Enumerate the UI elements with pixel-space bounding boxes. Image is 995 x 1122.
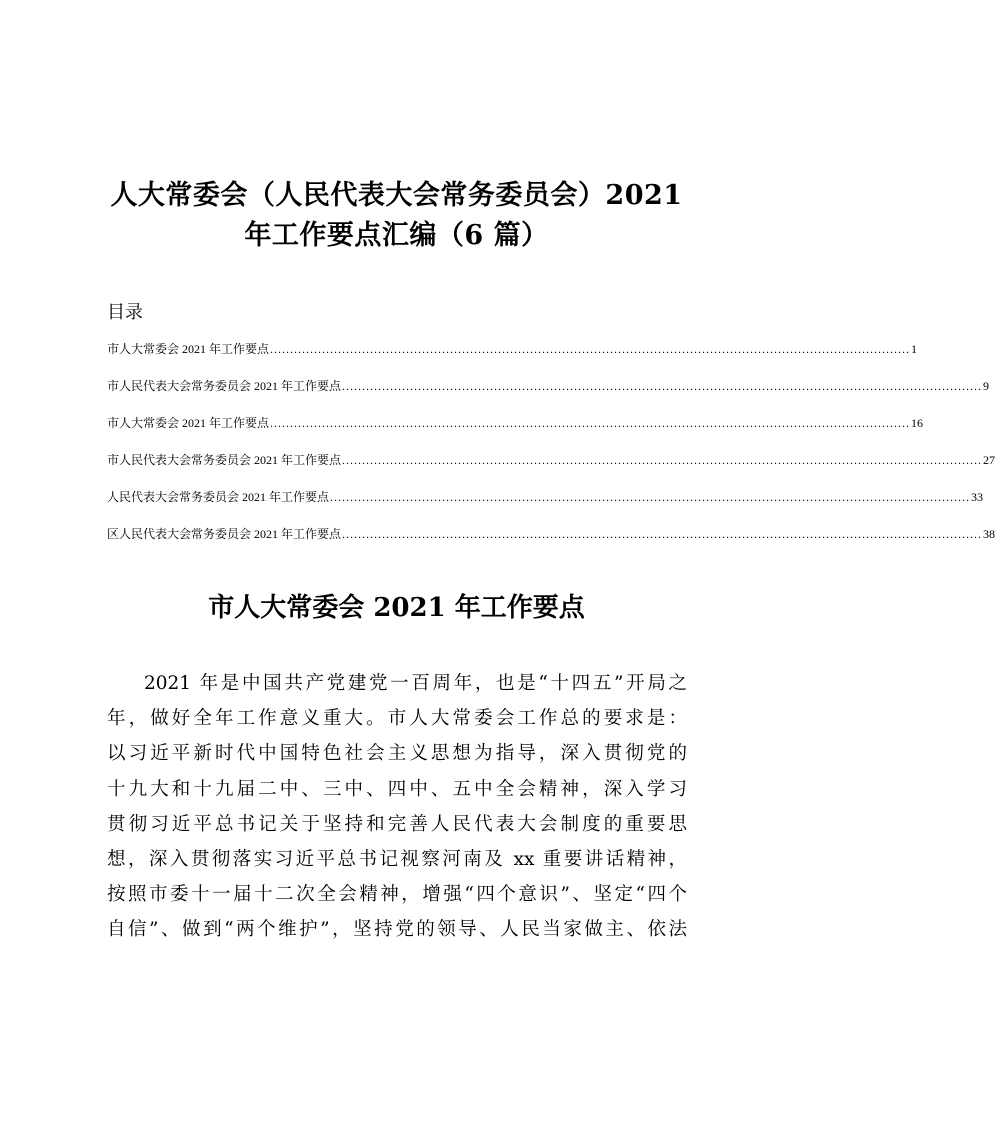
toc-entry[interactable] xyxy=(107,414,924,451)
toc-entry-label[interactable]: 市人民代表大会常务委员会 2021 年工作要点 xyxy=(107,453,342,467)
document-title-line-1: 人大常委会（人民代表大会常务委员会）2021 xyxy=(110,180,683,211)
toc-entry-page[interactable]: 38 xyxy=(983,527,995,541)
toc-entry-label[interactable]: 市人民代表大会常务委员会 2021 年工作要点 xyxy=(107,379,342,393)
body-line: 十九大和十九届二中、三中、四中、五中全会精神，深入学习 xyxy=(107,778,687,800)
body-line: 年，做好全年工作意义重大。市人大常委会工作总的要求是： xyxy=(107,708,687,730)
toc-heading: 目录 xyxy=(107,302,143,323)
toc-entry-page[interactable]: 1 xyxy=(911,342,918,356)
toc-entry-page[interactable]: 27 xyxy=(983,453,995,467)
toc-entry[interactable] xyxy=(107,525,995,562)
document-title xyxy=(90,176,703,256)
toc-leader-dots: ................................................................................................................................................................ xyxy=(270,342,911,356)
toc-leader-dots: ................................................................................................................................................................ xyxy=(270,416,911,430)
body-paragraph xyxy=(107,666,687,948)
toc-entry-page[interactable]: 33 xyxy=(971,490,984,504)
body-line: 以习近平新时代中国特色社会主义思想为指导，深入贯彻党的 xyxy=(107,743,687,765)
toc-entry[interactable] xyxy=(107,451,995,488)
toc-leader-dots: ................................................................................................................................................................ xyxy=(342,453,983,467)
toc-leader-dots: ................................................................................................................................................................ xyxy=(342,527,983,541)
toc-leader-dots: ................................................................................................................................................................ xyxy=(342,379,983,393)
body-line: 想，深入贯彻落实习近平总书记视察河南及 xx 重要讲话精神， xyxy=(107,849,687,871)
toc-entry-label[interactable]: 人民代表大会常务委员会 2021 年工作要点 xyxy=(107,490,330,504)
body-line: 2021 年是中国共产党建党一百周年，也是“十四五”开局之 xyxy=(144,673,687,694)
body-line: 按照市委十一届十二次全会精神，增强“四个意识”、坚定“四个 xyxy=(107,884,687,906)
body-line: 自信”、做到“两个维护”，坚持党的领导、人民当家做主、依法 xyxy=(107,919,687,941)
toc-entry-label[interactable]: 区人民代表大会常务委员会 2021 年工作要点 xyxy=(107,527,342,541)
toc-entry[interactable] xyxy=(107,377,990,414)
toc-entry-page[interactable]: 9 xyxy=(983,379,990,393)
toc-entry-label[interactable]: 市人大常委会 2021 年工作要点 xyxy=(107,342,270,356)
document-title-line-2: 年工作要点汇编（6 篇） xyxy=(244,220,549,251)
section-title: 市人大常委会 2021 年工作要点 xyxy=(208,593,585,623)
toc-entry-label[interactable]: 市人大常委会 2021 年工作要点 xyxy=(107,416,270,430)
toc-entry[interactable] xyxy=(107,340,918,377)
toc-entry[interactable] xyxy=(107,488,984,525)
toc-leader-dots: ................................................................................................................................................................ xyxy=(330,490,971,504)
toc-entry-page[interactable]: 16 xyxy=(911,416,924,430)
table-of-contents xyxy=(107,340,995,562)
body-line: 贯彻习近平总书记关于坚持和完善人民代表大会制度的重要思 xyxy=(107,813,687,835)
